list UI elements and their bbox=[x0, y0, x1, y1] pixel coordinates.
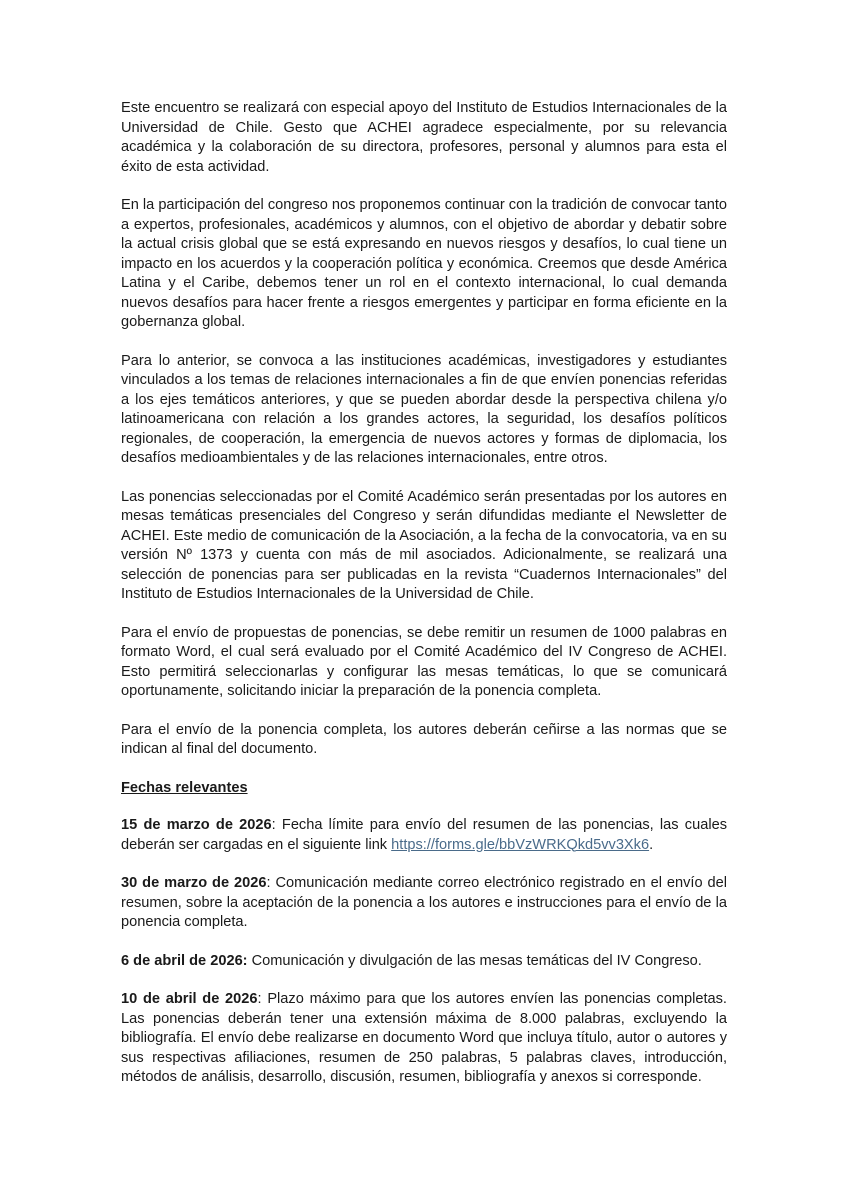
fecha-trailing-period: . bbox=[649, 836, 654, 853]
fecha-item-10-abril bbox=[121, 990, 727, 1088]
paragraph-envio-propuestas: Para el envío de propuestas de ponencias, se debe remitir un resumen de 1000 palabras en formato Word, el cual será evaluado por el Comité Académico del IV Congreso de ACHEI. Esto permitirá seleccionarlas y configurar las mesas temáticas, lo que se comunicará oportunamente, solicitando iniciar la preparación de la ponencia completa. bbox=[121, 624, 727, 699]
paragraph-convocatoria: Para lo anterior, se convoca a las instituciones académicas, investigadores y estudiantes vinculados a los temas de relaciones internacionales a fin de que envíen ponencias referidas a los ejes temáticos anteriores, y que se pueden abordar desde la perspectiva chilena y/o latinoamericana con relación a los grandes actores, la seguridad, los desafíos políticos regionales, de cooperación, la emergencia de nuevos actores y formas de diplomacia, los desafíos medioambientales y de las relaciones internacionales, entre otros. bbox=[121, 352, 727, 466]
fecha-separator: : bbox=[271, 817, 276, 833]
fecha-separator: : bbox=[266, 875, 271, 891]
paragraph-ponencias-seleccionadas: Las ponencias seleccionadas por el Comité Académico serán presentadas por los autores en mesas temáticas presenciales del Congreso y serán difundidas mediante el Newsletter de ACHEI. Este medio de comunicación de la Asociación, a la fecha de la convocatoria, va en su versión Nº 1373 y cuenta con más de mil asociados. Adicionalmente, se realizará una selección de ponencias para ser publicadas en la revista “Cuadernos Internacionales” del Instituto de Estudios Internacionales de la Universidad de Chile. bbox=[121, 488, 727, 602]
fecha-label: 15 de marzo de 2026 bbox=[121, 817, 272, 833]
fecha-label: 10 de abril de 2026 bbox=[121, 991, 258, 1007]
paragraph-envio-ponencia-completa: Para el envío de la ponencia completa, los autores deberán ceñirse a las normas que se indican al final del documento. bbox=[121, 721, 727, 757]
fecha-item-30-marzo bbox=[121, 874, 727, 933]
fechas-relevantes-heading: Fechas relevantes bbox=[121, 779, 248, 796]
forms-link[interactable]: https://forms.gle/bbVzWRKQkd5vv3Xk6 bbox=[391, 836, 650, 853]
fecha-item-6-abril bbox=[121, 952, 727, 972]
paragraph-apoyo-instituto: Este encuentro se realizará con especial apoyo del Instituto de Estudios Internacionales de la Universidad de Chile. Gesto que ACHEI agradece especialmente, por su relevancia académica y la colaboración de su directora, profesores, personal y alumnos para esta el éxito de esta actividad. bbox=[121, 100, 727, 175]
fecha-description: Comunicación y divulgación de las mesas temáticas del IV Congreso. bbox=[247, 952, 702, 969]
fecha-separator: : bbox=[257, 991, 262, 1007]
fecha-description: Comunicación mediante correo electrónico registrado en el envío del resumen, sobre la aceptación de la ponencia a los autores e instrucciones para el envío de la ponencia completa. bbox=[121, 875, 727, 930]
document-page bbox=[121, 99, 727, 1107]
fecha-description: Fecha límite para envío del resumen de las ponencias, las cuales deberán ser cargadas en el siguiente link bbox=[121, 817, 727, 853]
fecha-description: Plazo máximo para que los autores envíen las ponencias completas. Las ponencias deberán tener una extensión máxima de 8.000 palabras, excluyendo la bibliografía. El envío debe realizarse en documento Word que incluya título, autor o autores y sus respectivas afiliaciones, resumen de 250 palabras, 5 palabras claves, introducción, métodos de análisis, desarrollo, discusión, resumen, bibliografía y anexos si corresponde. bbox=[121, 991, 727, 1085]
fecha-label: 30 de marzo de 2026 bbox=[121, 875, 267, 891]
fecha-item-15-marzo bbox=[121, 816, 727, 855]
fecha-label: 6 de abril de 2026: bbox=[121, 952, 248, 969]
paragraph-participacion-congreso: En la participación del congreso nos proponemos continuar con la tradición de convocar tanto a expertos, profesionales, académicos y alumnos, con el objetivo de abordar y debatir sobre la actual crisis global que se está expresando en nuevos riesgos y desafíos, lo cual tiene un impacto en los acuerdos y la cooperación política y económica. Creemos que desde América Latina y el Caribe, debemos tener un rol en el contexto internacional, lo cual demanda nuevos desafíos para hacer frente a riesgos emergentes y participar en forma eficiente en la gobernanza global. bbox=[121, 197, 728, 330]
